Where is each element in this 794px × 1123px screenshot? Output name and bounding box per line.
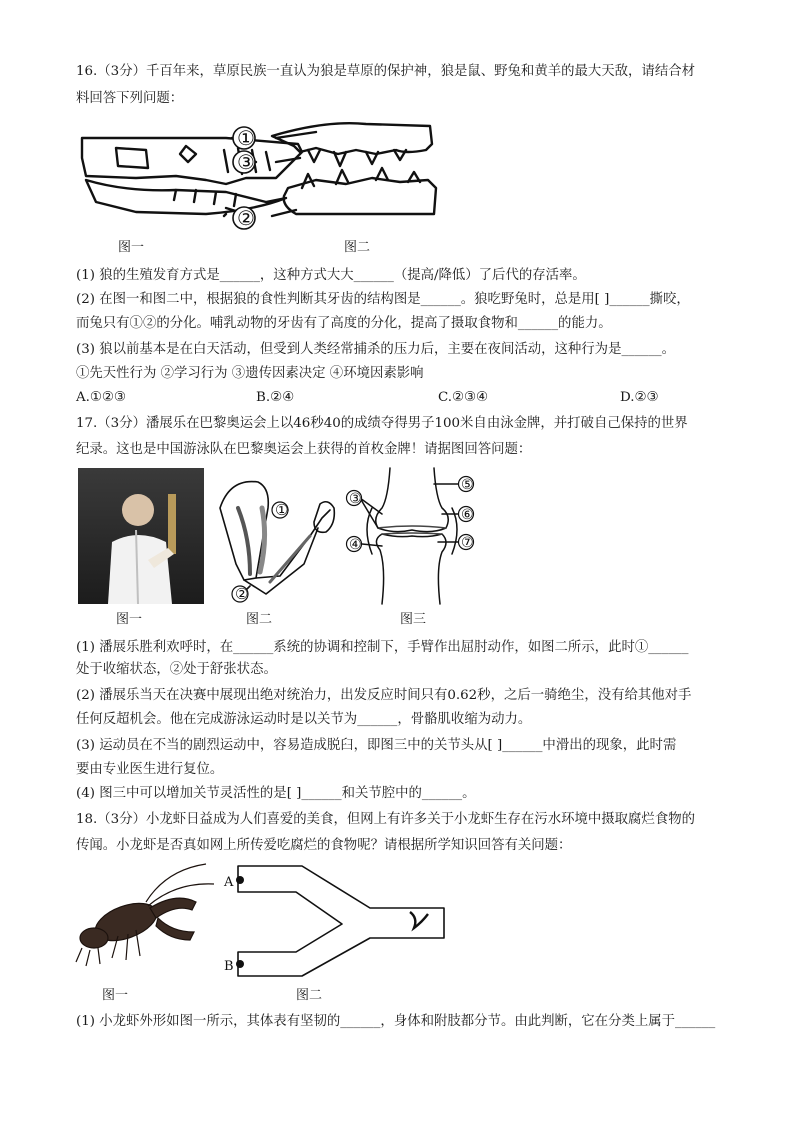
joint-label-4: ④ [349, 537, 362, 553]
q16-fig1-caption: 图一 [118, 240, 145, 255]
label-3: ③ [237, 150, 255, 174]
q17-sub2-line1: (2) 潘展乐当天在决赛中展现出绝对统治力，出发反应时间只有0.62秒，之后一骑绝尘，没有给其他对手 [76, 688, 692, 703]
q18-sub1: (1) 小龙虾外形如图一所示，其体表有坚韧的______，身体和附肢都分节。由此判断，它在分类上属于______ [76, 1014, 716, 1029]
q16-fig2-caption: 图二 [344, 240, 371, 255]
arm-label-2: ② [235, 585, 249, 603]
arm-label-1: ① [275, 501, 289, 519]
crayfish-figure [76, 862, 216, 980]
joint-label-6: ⑥ [461, 507, 474, 523]
crayfish-icon [410, 912, 428, 928]
q18-fig2-caption: 图二 [296, 988, 323, 1003]
q16-sub3: (3) 狼以前基本是在白天活动，但受到人类经常捕杀的压力后，主要在夜间活动，这种行为是______。 [76, 342, 676, 357]
q16-choice-a: A.①②③ [76, 390, 126, 405]
q17-sub3-line2: 要由专业医生进行复位。 [76, 762, 224, 777]
label-2: ② [237, 206, 255, 230]
wolf-skull-figure [76, 118, 446, 228]
swimmer-photo [78, 468, 204, 604]
q17-fig1-caption: 图一 [116, 612, 143, 627]
q16-choice-b: B.②④ [256, 390, 295, 405]
q17-sub3-line1: (3) 运动员在不当的剧烈运动中，容易造成脱臼，即图三中的关节头从[ ]______中滑出的现象，此时需 [76, 738, 677, 753]
q17-sub2-line2: 任何反超机会。他在完成游泳运动时是以关节为______，骨骼肌收缩为动力。 [76, 712, 532, 727]
q16-sub2-line2: 而兔只有①②的分化。哺乳动物的牙齿有了高度的分化，提高了摄取食物和______的能力。 [76, 316, 612, 331]
joint-structure-figure [342, 468, 484, 604]
q17-fig3-caption: 图三 [400, 612, 427, 627]
q16-sub2-line1: (2) 在图一和图二中，根据狼的食性判断其牙齿的结构图是______。狼吃野兔时，总是用[ ]______撕咬， [76, 292, 690, 307]
q16-choice-d: D.②③ [620, 390, 659, 405]
y-maze-figure [224, 862, 450, 980]
q17-sub1-line2: 处于收缩状态，②处于舒张状态。 [76, 662, 277, 677]
maze-label-a: A [224, 875, 234, 890]
q16-stem-line2: 料回答下列问题： [76, 91, 184, 106]
q17-sub1-line1: (1) 潘展乐胜利欢呼时，在______系统的协调和控制下，手臂作出屈肘动作，如图二所示，此时①______ [76, 640, 689, 655]
swimmer-silhouette [78, 468, 204, 604]
arm-flexion-figure [210, 468, 338, 604]
q17-sub4: (4) 图三中可以增加关节灵活性的是[ ]______和关节腔中的______。 [76, 786, 476, 801]
label-1: ① [237, 126, 255, 150]
q17-stem-line1: 17.（3分）潘展乐在巴黎奥运会上以46秒40的成绩夺得男子100米自由泳金牌，并打破自己保持的世界 [76, 416, 688, 431]
q16-choice-c: C.②③④ [438, 390, 489, 405]
maze-label-b: B [224, 959, 234, 974]
q16-sub1: (1) 狼的生殖发育方式是______，这种方式大大______（提高/降低）了后代的存活率。 [76, 268, 586, 283]
q16-options: ①先天性行为 ②学习行为 ③遗传因素决定 ④环境因素影响 [76, 366, 424, 381]
q17-fig2-caption: 图二 [246, 612, 273, 627]
joint-label-7: ⑦ [461, 535, 474, 551]
q17-stem-line2: 纪录。这也是中国游泳队在巴黎奥运会上获得的首枚金牌！请据图回答问题： [76, 442, 532, 457]
q16-stem-line1: 16.（3分）千百年来，草原民族一直认为狼是草原的保护神，狼是鼠、野兔和黄羊的最大天敌，请结合材 [76, 64, 695, 79]
q18-stem-line2: 传闻。小龙虾是否真如网上所传爱吃腐烂的食物呢？请根据所学知识回答有关问题： [76, 838, 572, 853]
joint-label-3: ③ [349, 491, 362, 507]
q18-fig1-caption: 图一 [102, 988, 129, 1003]
q18-stem-line1: 18.（3分）小龙虾日益成为人们喜爱的美食，但网上有许多关于小龙虾生存在污水环境中摄取腐烂食物的 [76, 812, 695, 827]
joint-label-5: ⑤ [461, 477, 474, 493]
